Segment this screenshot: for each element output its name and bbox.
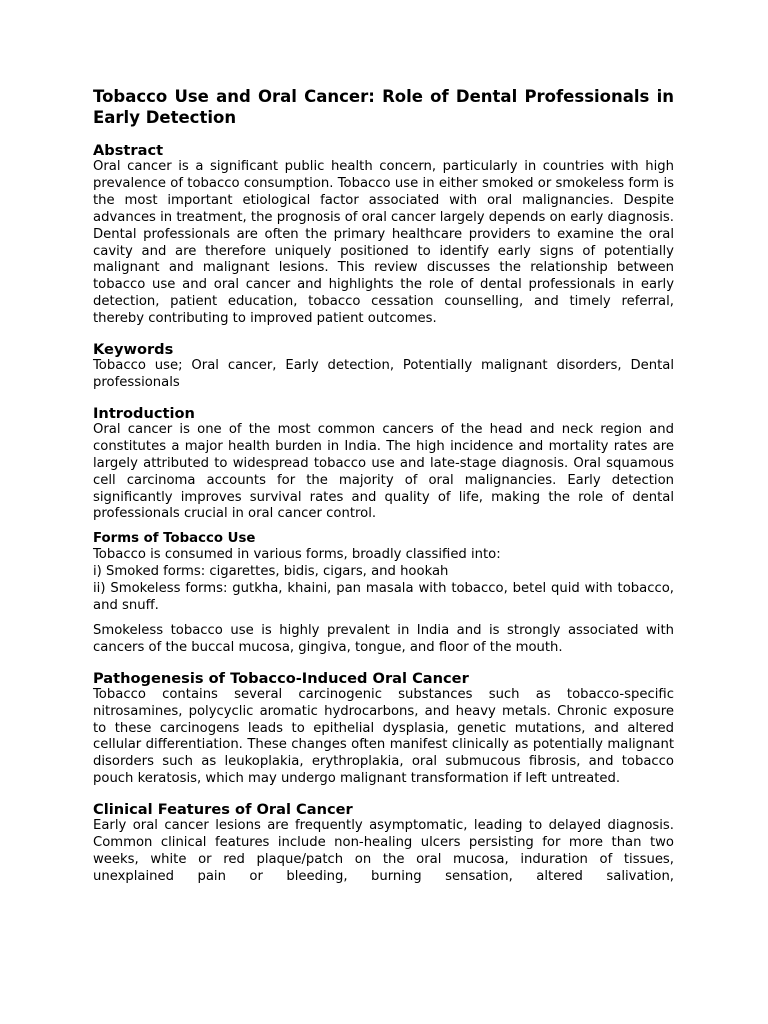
- abstract-heading: Abstract: [93, 142, 164, 159]
- abstract-section: [93, 142, 674, 328]
- keywords-section: [93, 341, 674, 392]
- introduction-heading: Introduction: [93, 404, 195, 422]
- pathogenesis-text: Tobacco contains several carcinogenic substances such as tobacco-specific nitrosamines, polycyclic aromatic hydrocarbons, and heavy metals. Chronic exposure to these carcinogens leads to epithelial dysplasia, genetic mutations, and altered cellular differentiation. These changes often manifest clinically as potentially malignant disorders such as leukoplakia, erythroplakia, oral submucous fibrosis, and tobacco pouch keratosis, which may undergo malignant transformation if left untreated.: [93, 686, 674, 787]
- forms-section: [93, 531, 674, 656]
- document-page: [93, 86, 674, 886]
- forms-intro: Tobacco is consumed in various forms, broadly classified into:: [93, 547, 501, 563]
- pathogenesis-section: [93, 670, 674, 788]
- forms-item-smokeless: ii) Smokeless forms: gutkha, khaini, pan masala with tobacco, betel quid with tobacco, and snuff.: [93, 581, 674, 614]
- introduction-section: [93, 405, 674, 523]
- forms-paragraph: Smokeless tobacco use is highly prevalent in India and is strongly associated with cancers of the buccal mucosa, gingiva, tongue, and floor of the mouth.: [93, 622, 674, 655]
- keywords-text: Tobacco use; Oral cancer, Early detection, Potentially malignant disorders, Dental professionals: [93, 358, 674, 390]
- abstract-text: Oral cancer is a significant public health concern, particularly in countries with high prevalence of tobacco consumption. Tobacco use in either smoked or smokeless form is the most important etiological factor associated with oral malignancies. Despite advances in treatment, the prognosis of oral cancer largely depends on early diagnosis. Dental professionals are often the primary healthcare providers to examine the oral cavity and are therefore uniquely positioned to identify early signs of potentially malignant and malignant lesions. This review discusses the relationship between tobacco use and oral cancer and highlights the role of dental professionals in early detection, patient education, tobacco cessation counselling, and timely referral, thereby contributing to improved patient outcomes.: [93, 159, 674, 327]
- introduction-text: Oral cancer is one of the most common cancers of the head and neck region and constitutes a major health burden in India. The high incidence and mortality rates are largely attributed to widespread tobacco use and late-stage diagnosis. Oral squamous cell carcinoma accounts for the majority of oral malignancies. Early detection significantly improves survival rates and quality of life, making the role of dental professionals crucial in oral cancer control.: [93, 421, 674, 522]
- forms-heading: Forms of Tobacco Use: [93, 531, 256, 547]
- pathogenesis-heading: Pathogenesis of Tobacco-Induced Oral Cancer: [93, 669, 469, 687]
- document-title: Tobacco Use and Oral Cancer: Role of Dental Professionals in Early Detection: [93, 87, 674, 127]
- clinical-text: Early oral cancer lesions are frequently asymptomatic, leading to delayed diagnosis. Common clinical features include non-healing ulcers persisting for more than two weeks, white or red plaque/patch on the oral mucosa, induration of tissues, unexplained pain or bleeding, burning sensation, altered salivation,: [93, 818, 674, 884]
- clinical-heading: Clinical Features of Oral Cancer: [93, 801, 353, 819]
- clinical-section: [93, 801, 674, 886]
- forms-item-smoked: i) Smoked forms: cigarettes, bidis, cigars, and hookah: [93, 564, 449, 580]
- keywords-heading: Keywords: [93, 341, 174, 359]
